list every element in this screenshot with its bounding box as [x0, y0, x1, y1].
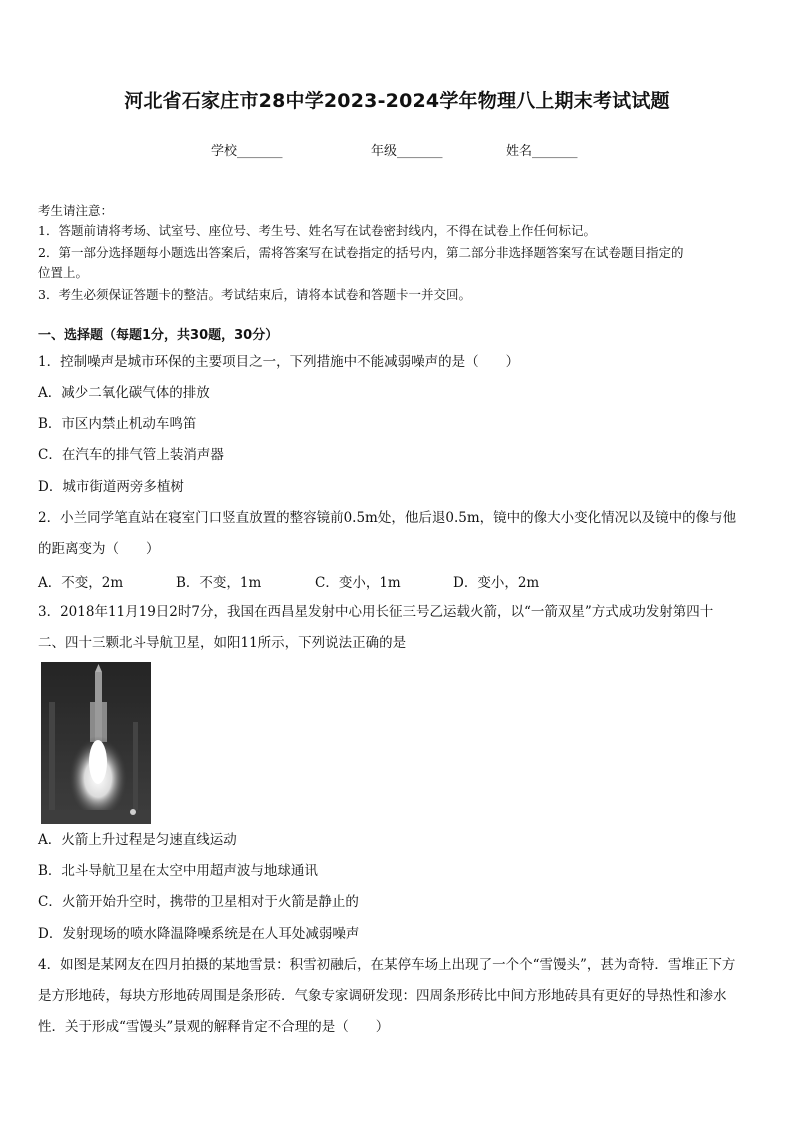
rocket-launch-photo	[41, 662, 151, 824]
notice-item-3: 3．考生必须保证答题卡的整洁。考试结束后，请将本试卷和答题卡一并交回。	[38, 287, 471, 302]
question-3-stem: 3．2018年11月19日2时7分，我国在西昌星发射中心用长征三号乙运载火箭，以“一箭双星”方式成功发射第四十	[38, 604, 714, 620]
question-1-option-d: D．城市街道两旁多植树	[38, 479, 184, 495]
grade-field: 年级_______	[371, 144, 443, 159]
page-title: 河北省石家庄市28中学2023-2024学年物理八上期末考试试题	[124, 90, 670, 112]
notice-item-1: 1．答题前请将考场、试室号、座位号、考生号、姓名写在试卷密封线内，不得在试卷上作任何标记。	[38, 223, 596, 238]
question-2-option-d: D．变小，2m	[453, 575, 540, 591]
notice-heading: 考生请注意：	[38, 203, 114, 218]
question-2-stem: 2．小兰同学笔直站在寝室门口竖直放置的整容镜前0.5m处，他后退0.5m，镜中的像大小变化情况以及镜中的像与他	[38, 510, 737, 526]
question-4-stem-cont-2: 性．关于形成“雪馒头”景观的解释肯定不合理的是（ ）	[38, 1019, 390, 1035]
question-2-option-c: C．变小，1m	[315, 575, 401, 591]
rocket-launch-image	[41, 662, 151, 824]
section-heading: 一、选择题（每题1分，共30题，30分）	[38, 328, 279, 343]
question-3-option-c: C．火箭开始升空时，携带的卫星相对于火箭是静止的	[38, 894, 359, 910]
question-3-option-b: B．北斗导航卫星在太空中用超声波与地球通讯	[38, 863, 318, 879]
question-4-stem-cont-1: 是方形地砖，每块方形地砖周围是条形砖．气象专家调研发现：四周条形砖比中间方形地砖具有更好的导热性和渗水	[38, 988, 727, 1004]
question-1-option-c: C．在汽车的排气管上装消声器	[38, 447, 224, 463]
question-3-stem-cont: 二、四十三颗北斗导航卫星，如阳11所示，下列说法正确的是	[38, 635, 407, 651]
question-4-stem: 4．如图是某网友在四月拍摄的某地雪景：积雪初融后，在某停车场上出现了一个个“雪馒头”，甚为奇特．雪堆正下方	[38, 957, 736, 973]
notice-item-2: 2．第一部分选择题每小题选出答案后，需将答案写在试卷指定的括号内，第二部分非选择题答案写在试卷题目指定的	[38, 245, 684, 260]
question-3-option-d: D．发射现场的喷水降温降噪系统是在人耳处减弱噪声	[38, 926, 360, 942]
notice-item-2-cont: 位置上。	[38, 265, 89, 280]
question-2-option-a: A．不变，2m	[38, 575, 124, 591]
name-field: 姓名_______	[506, 144, 578, 159]
question-2-option-b: B．不变，1m	[176, 575, 262, 591]
question-1-stem: 1．控制噪声是城市环保的主要项目之一，下列措施中不能减弱噪声的是（ ）	[38, 354, 520, 370]
question-3-option-a: A．火箭上升过程是匀速直线运动	[38, 832, 237, 848]
question-1-option-a: A．减少二氧化碳气体的排放	[38, 385, 210, 401]
school-field: 学校_______	[211, 144, 283, 159]
question-2-stem-cont: 的距离变为（ ）	[38, 541, 160, 557]
question-1-option-b: B．市区内禁止机动车鸣笛	[38, 416, 197, 432]
